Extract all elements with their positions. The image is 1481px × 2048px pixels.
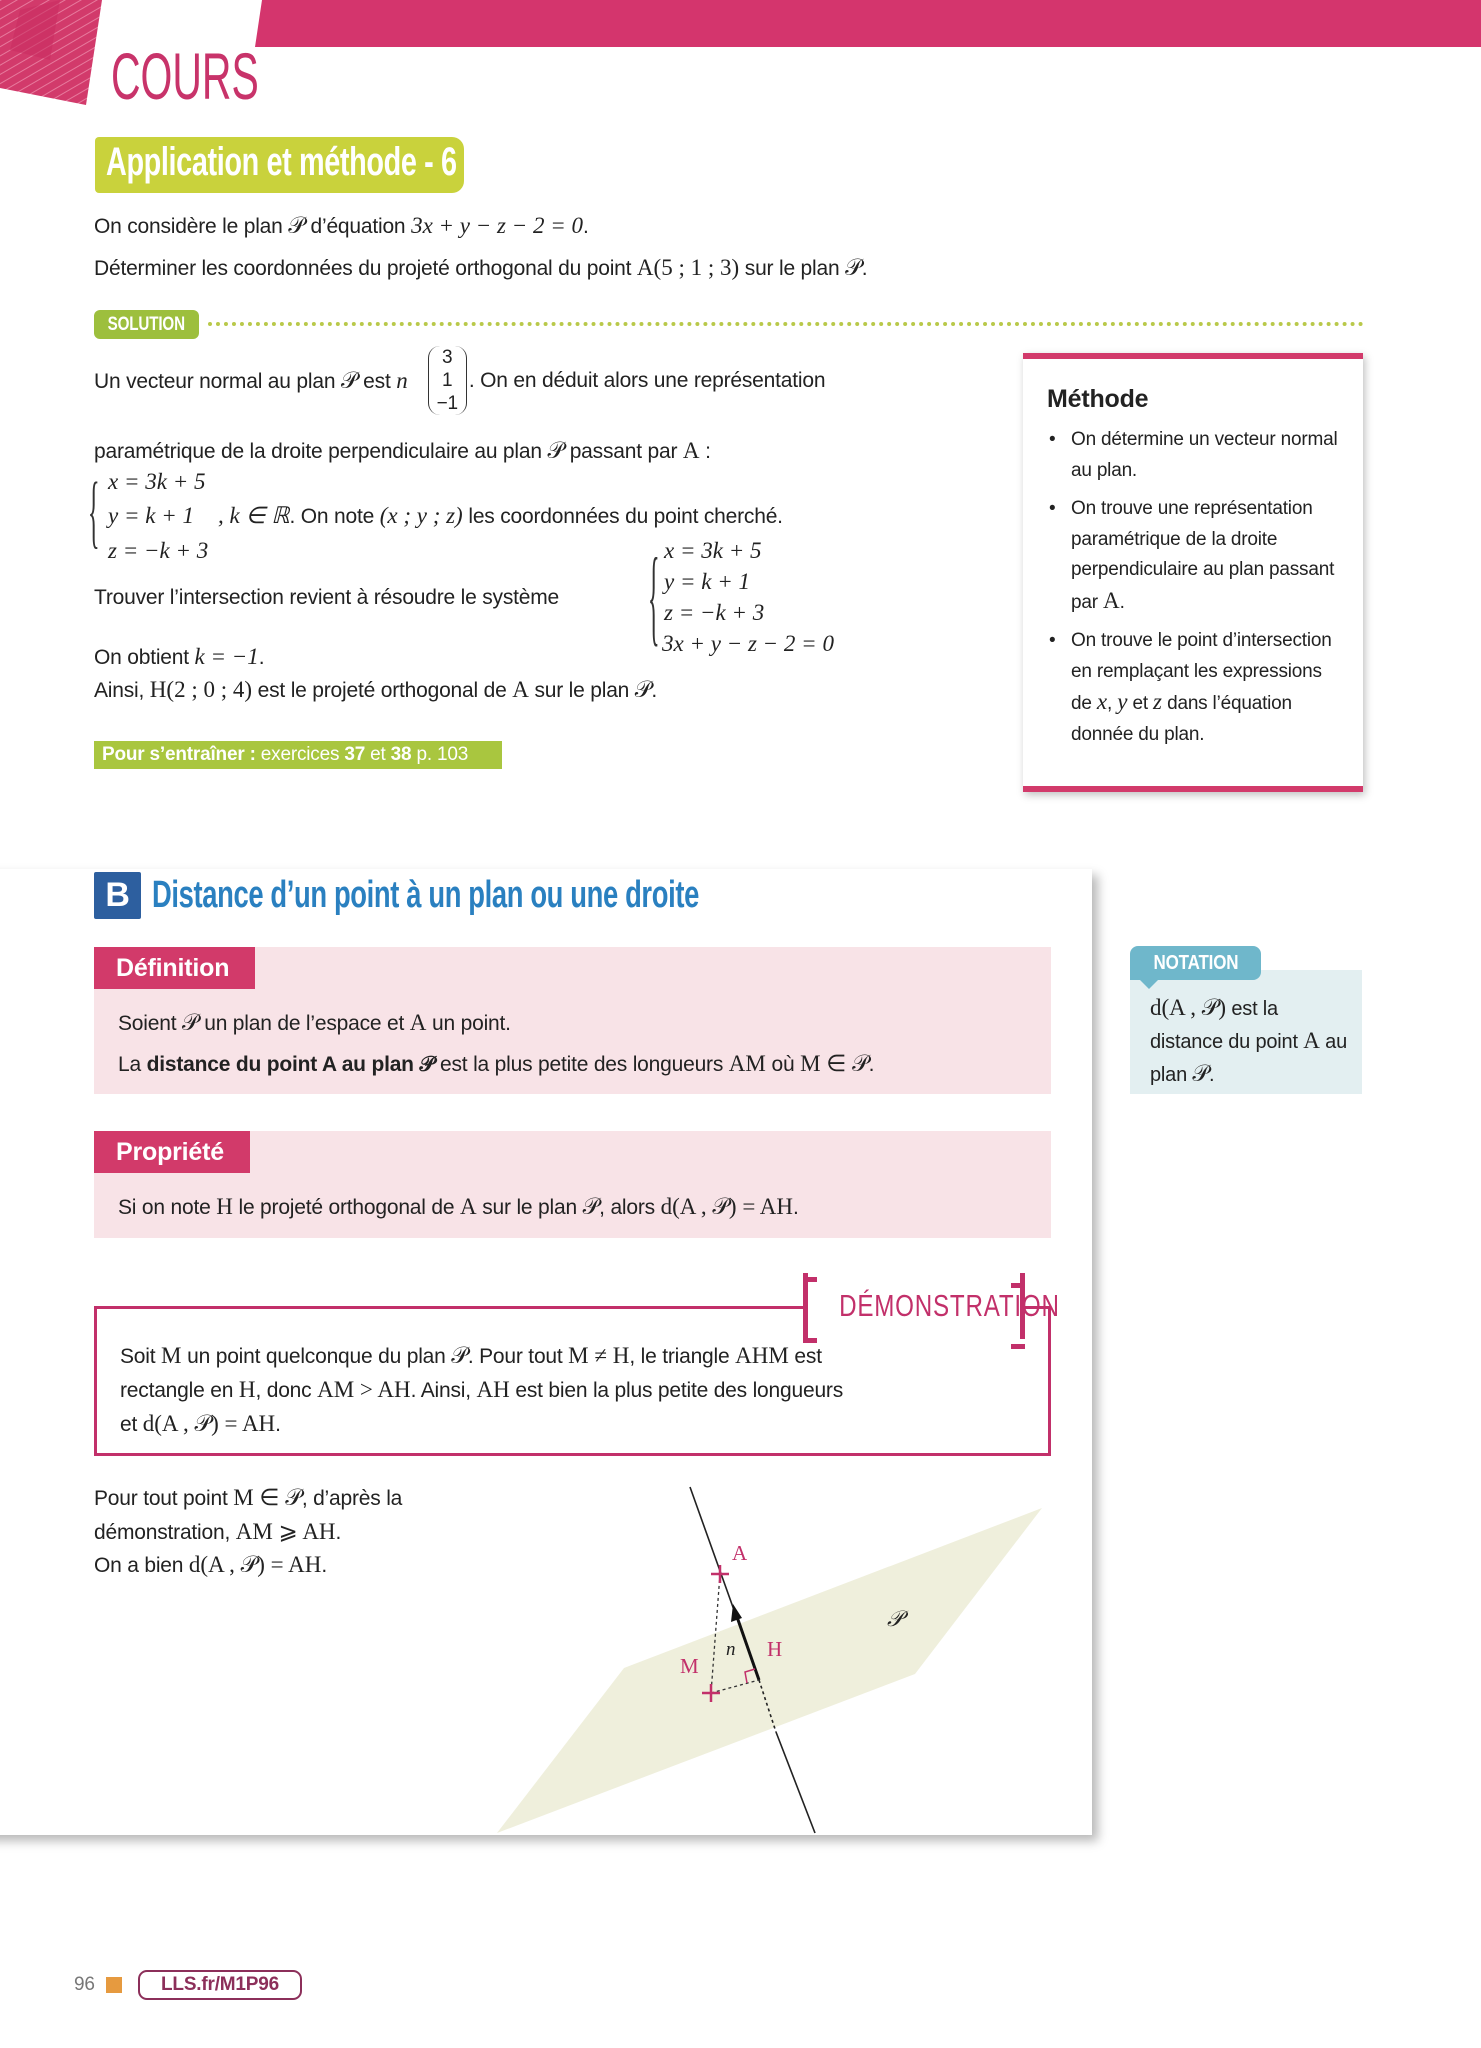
text-segment: .	[793, 1196, 799, 1219]
label-plane: 𝒫	[887, 1606, 903, 1631]
text-segment: :	[699, 440, 711, 463]
normal-vector-conclusion: . On en déduit alors une représentation	[468, 368, 826, 392]
math-expression: H	[216, 1194, 233, 1219]
math-expression: 𝒫	[1192, 1061, 1209, 1086]
text-segment: le projeté orthogonal de	[232, 1196, 460, 1219]
text-segment: un point quelconque du plan	[181, 1345, 452, 1368]
text-segment: .	[651, 679, 658, 702]
math-expression: d(A , 𝒫) = AH	[188, 1552, 322, 1577]
text-segment: où	[765, 1053, 801, 1076]
math-expression: H	[238, 1377, 256, 1402]
text-segment: passant par	[564, 440, 683, 463]
text-segment: On trouve une représentation paramétrique de la droite perpendiculaire au plan passant par	[1071, 498, 1335, 613]
text-segment: , donc	[255, 1379, 318, 1402]
section-b-badge: B	[94, 872, 141, 919]
math-expression: A	[409, 1010, 427, 1035]
math-expression: A(5 ; 1 ; 3)	[636, 255, 740, 280]
section-b-title: Distance d’un point à un plan ou une droite	[152, 874, 699, 916]
text-segment: On obtient	[94, 646, 195, 669]
label-a: A	[732, 1541, 747, 1565]
vector-component: −1	[436, 393, 458, 414]
math-expression: AM > AH	[317, 1377, 411, 1402]
solution-label: SOLUTION	[94, 310, 199, 339]
section-heading-cours: COURS	[111, 39, 259, 113]
notation-label: NOTATION	[1130, 946, 1261, 980]
text-segment: .	[258, 646, 265, 669]
math-expression: , k ∈ ℝ	[218, 503, 290, 528]
text-segment: . Ainsi,	[410, 1379, 477, 1402]
system1-eq: x = 3k + 5	[108, 469, 206, 494]
text-segment: et	[120, 1413, 143, 1436]
text-segment: .	[1208, 1064, 1215, 1086]
math-expression: y	[1117, 689, 1128, 714]
text-segment: est	[788, 1345, 822, 1368]
math-expression: AM	[728, 1051, 766, 1076]
vector-component: 3	[442, 347, 453, 368]
training-link[interactable]: Pour s’entraîner : exercices 37 et 38 p. 103	[94, 741, 502, 769]
text-segment: est la distance du point	[1150, 998, 1304, 1053]
text-segment: Pour tout point	[94, 1487, 234, 1510]
text-segment: au plan	[1150, 1031, 1348, 1086]
math-expression: A	[682, 438, 700, 463]
text-segment: est bien la plus petite des longueurs	[509, 1379, 844, 1402]
application-title: Application et méthode - 6	[106, 140, 457, 184]
math-expression: 𝒫	[634, 677, 652, 702]
methode-title: Méthode	[1047, 385, 1149, 413]
property-label: Propriété	[94, 1131, 250, 1173]
math-expression: M	[161, 1343, 182, 1368]
text-segment: On considère le plan	[94, 215, 289, 238]
text-segment: un point.	[426, 1012, 511, 1035]
math-expression: M ≠ H	[568, 1343, 630, 1368]
text-segment: .	[1119, 591, 1125, 613]
text-segment: est	[357, 369, 397, 393]
text-segment: , le triangle	[629, 1345, 736, 1368]
text-segment: .	[321, 1554, 327, 1577]
text-segment: .	[275, 1413, 281, 1436]
lls-link[interactable]: LLS.fr/M1P96	[138, 1970, 302, 2000]
text-segment: les coordonnées du point cherché.	[462, 505, 783, 528]
text-segment: On a bien	[94, 1554, 189, 1577]
math-expression: d(A , 𝒫) = AH	[142, 1411, 276, 1436]
system2-eq: z = −k + 3	[664, 600, 765, 625]
demonstration-label: DÉMONSTRATION	[803, 1273, 1025, 1339]
text-segment: .	[583, 215, 589, 238]
math-expression: 𝒫	[451, 1343, 468, 1368]
system2-eq: y = k + 1	[664, 569, 750, 594]
math-expression: AH	[476, 1377, 510, 1402]
page-marker-square	[106, 1977, 122, 1993]
label-n: n⃗	[726, 1639, 751, 1660]
text-segment: dans l’équation donnée du plan.	[1071, 693, 1292, 745]
math-expression: (x ; y ; z)	[379, 503, 463, 528]
text-segment: Ainsi,	[94, 679, 150, 702]
plane-shape	[497, 1508, 1042, 1833]
text-segment: .	[861, 257, 868, 280]
text-segment: Déterminer les coordonnées du projeté orthogonal du point	[94, 257, 637, 280]
system1-brace: {	[88, 464, 100, 557]
system2-eq: 3x + y − z − 2 = 0	[662, 631, 834, 656]
math-expression: A	[1102, 587, 1120, 613]
math-expression: 𝒫	[288, 213, 305, 238]
system1-eq: z = −k + 3	[108, 538, 209, 563]
text-segment: ,	[1107, 693, 1118, 714]
page-number: 96	[74, 1974, 95, 1995]
math-expression: d(A , 𝒫) = AH	[660, 1194, 794, 1219]
math-expression: A	[512, 677, 529, 702]
math-expression: M ∈ 𝒫	[233, 1485, 302, 1510]
text-segment: .	[335, 1521, 342, 1544]
vector-component: 1	[442, 370, 453, 391]
math-expression: 𝒫	[582, 1194, 600, 1219]
definition-label: Définition	[94, 947, 255, 989]
text-segment: . On note	[289, 505, 380, 528]
math-expression: 𝒫	[547, 438, 565, 463]
text-segment: Si on note	[118, 1196, 217, 1219]
text-segment: .	[868, 1053, 875, 1076]
text-segment: paramétrique de la droite perpendiculaire au plan	[94, 440, 548, 463]
math-expression: x	[1096, 689, 1108, 714]
label-h: H	[767, 1637, 782, 1661]
math-expression: H(2 ; 0 ; 4)	[149, 677, 253, 702]
text-segment: sur le plan	[739, 257, 846, 280]
text-segment: est la plus petite des longueurs	[434, 1053, 729, 1076]
math-expression: A	[459, 1194, 477, 1219]
text-segment: Soit	[120, 1345, 162, 1368]
math-expression: M ∈ 𝒫	[800, 1051, 869, 1076]
definition-line: La distance du point A au plan 𝒫 est la plus petite des longueurs AM où M ∈ 𝒫.	[118, 1051, 875, 1076]
math-expression: n⃗	[396, 367, 426, 393]
notation-text	[1150, 992, 1350, 1091]
text-segment: . Pour tout	[467, 1345, 569, 1368]
math-expression: z	[1153, 689, 1162, 714]
math-expression: d(A , 𝒫)	[1150, 995, 1226, 1020]
system2-eq: x = 3k + 5	[664, 538, 762, 563]
text-segment: On trouve le point d’intersection en remplaçant les expressions de	[1071, 630, 1332, 714]
math-expression: AM ⩾ AH	[235, 1519, 336, 1544]
text-segment: , alors	[599, 1196, 661, 1219]
notation-tail	[1140, 980, 1158, 989]
text-segment: , d’après la	[301, 1487, 403, 1510]
text-segment: Un vecteur normal au plan	[94, 369, 341, 393]
math-expression: A	[1303, 1028, 1320, 1053]
text-segment: démonstration,	[94, 1521, 236, 1544]
math-expression: 𝒫	[340, 367, 358, 393]
text-segment: rectangle en	[120, 1379, 239, 1402]
math-expression: k = −1	[194, 644, 259, 669]
text-segment: sur le plan	[528, 679, 635, 702]
text-segment: et	[1127, 693, 1154, 714]
text-segment: un plan de l’espace et	[198, 1012, 410, 1035]
label-m: M	[680, 1654, 699, 1678]
math-expression: AHM	[735, 1343, 789, 1368]
text-segment: est le projeté orthogonal de	[252, 679, 513, 702]
math-expression: 𝒫	[845, 255, 862, 280]
text-segment: d’équation	[304, 215, 412, 238]
text-segment: sur le plan	[476, 1196, 583, 1219]
text-segment: Soient	[118, 1012, 182, 1035]
math-expression: 3x + y − z − 2 = 0	[411, 213, 584, 238]
system2-brace: {	[648, 534, 660, 657]
system1-eq: y = k + 1	[108, 503, 194, 528]
math-expression: 𝒫	[181, 1010, 199, 1035]
intersection-text: Trouver l’intersection revient à résoudre le système	[94, 586, 560, 609]
text-segment: On détermine un vecteur normal au plan.	[1071, 429, 1338, 481]
